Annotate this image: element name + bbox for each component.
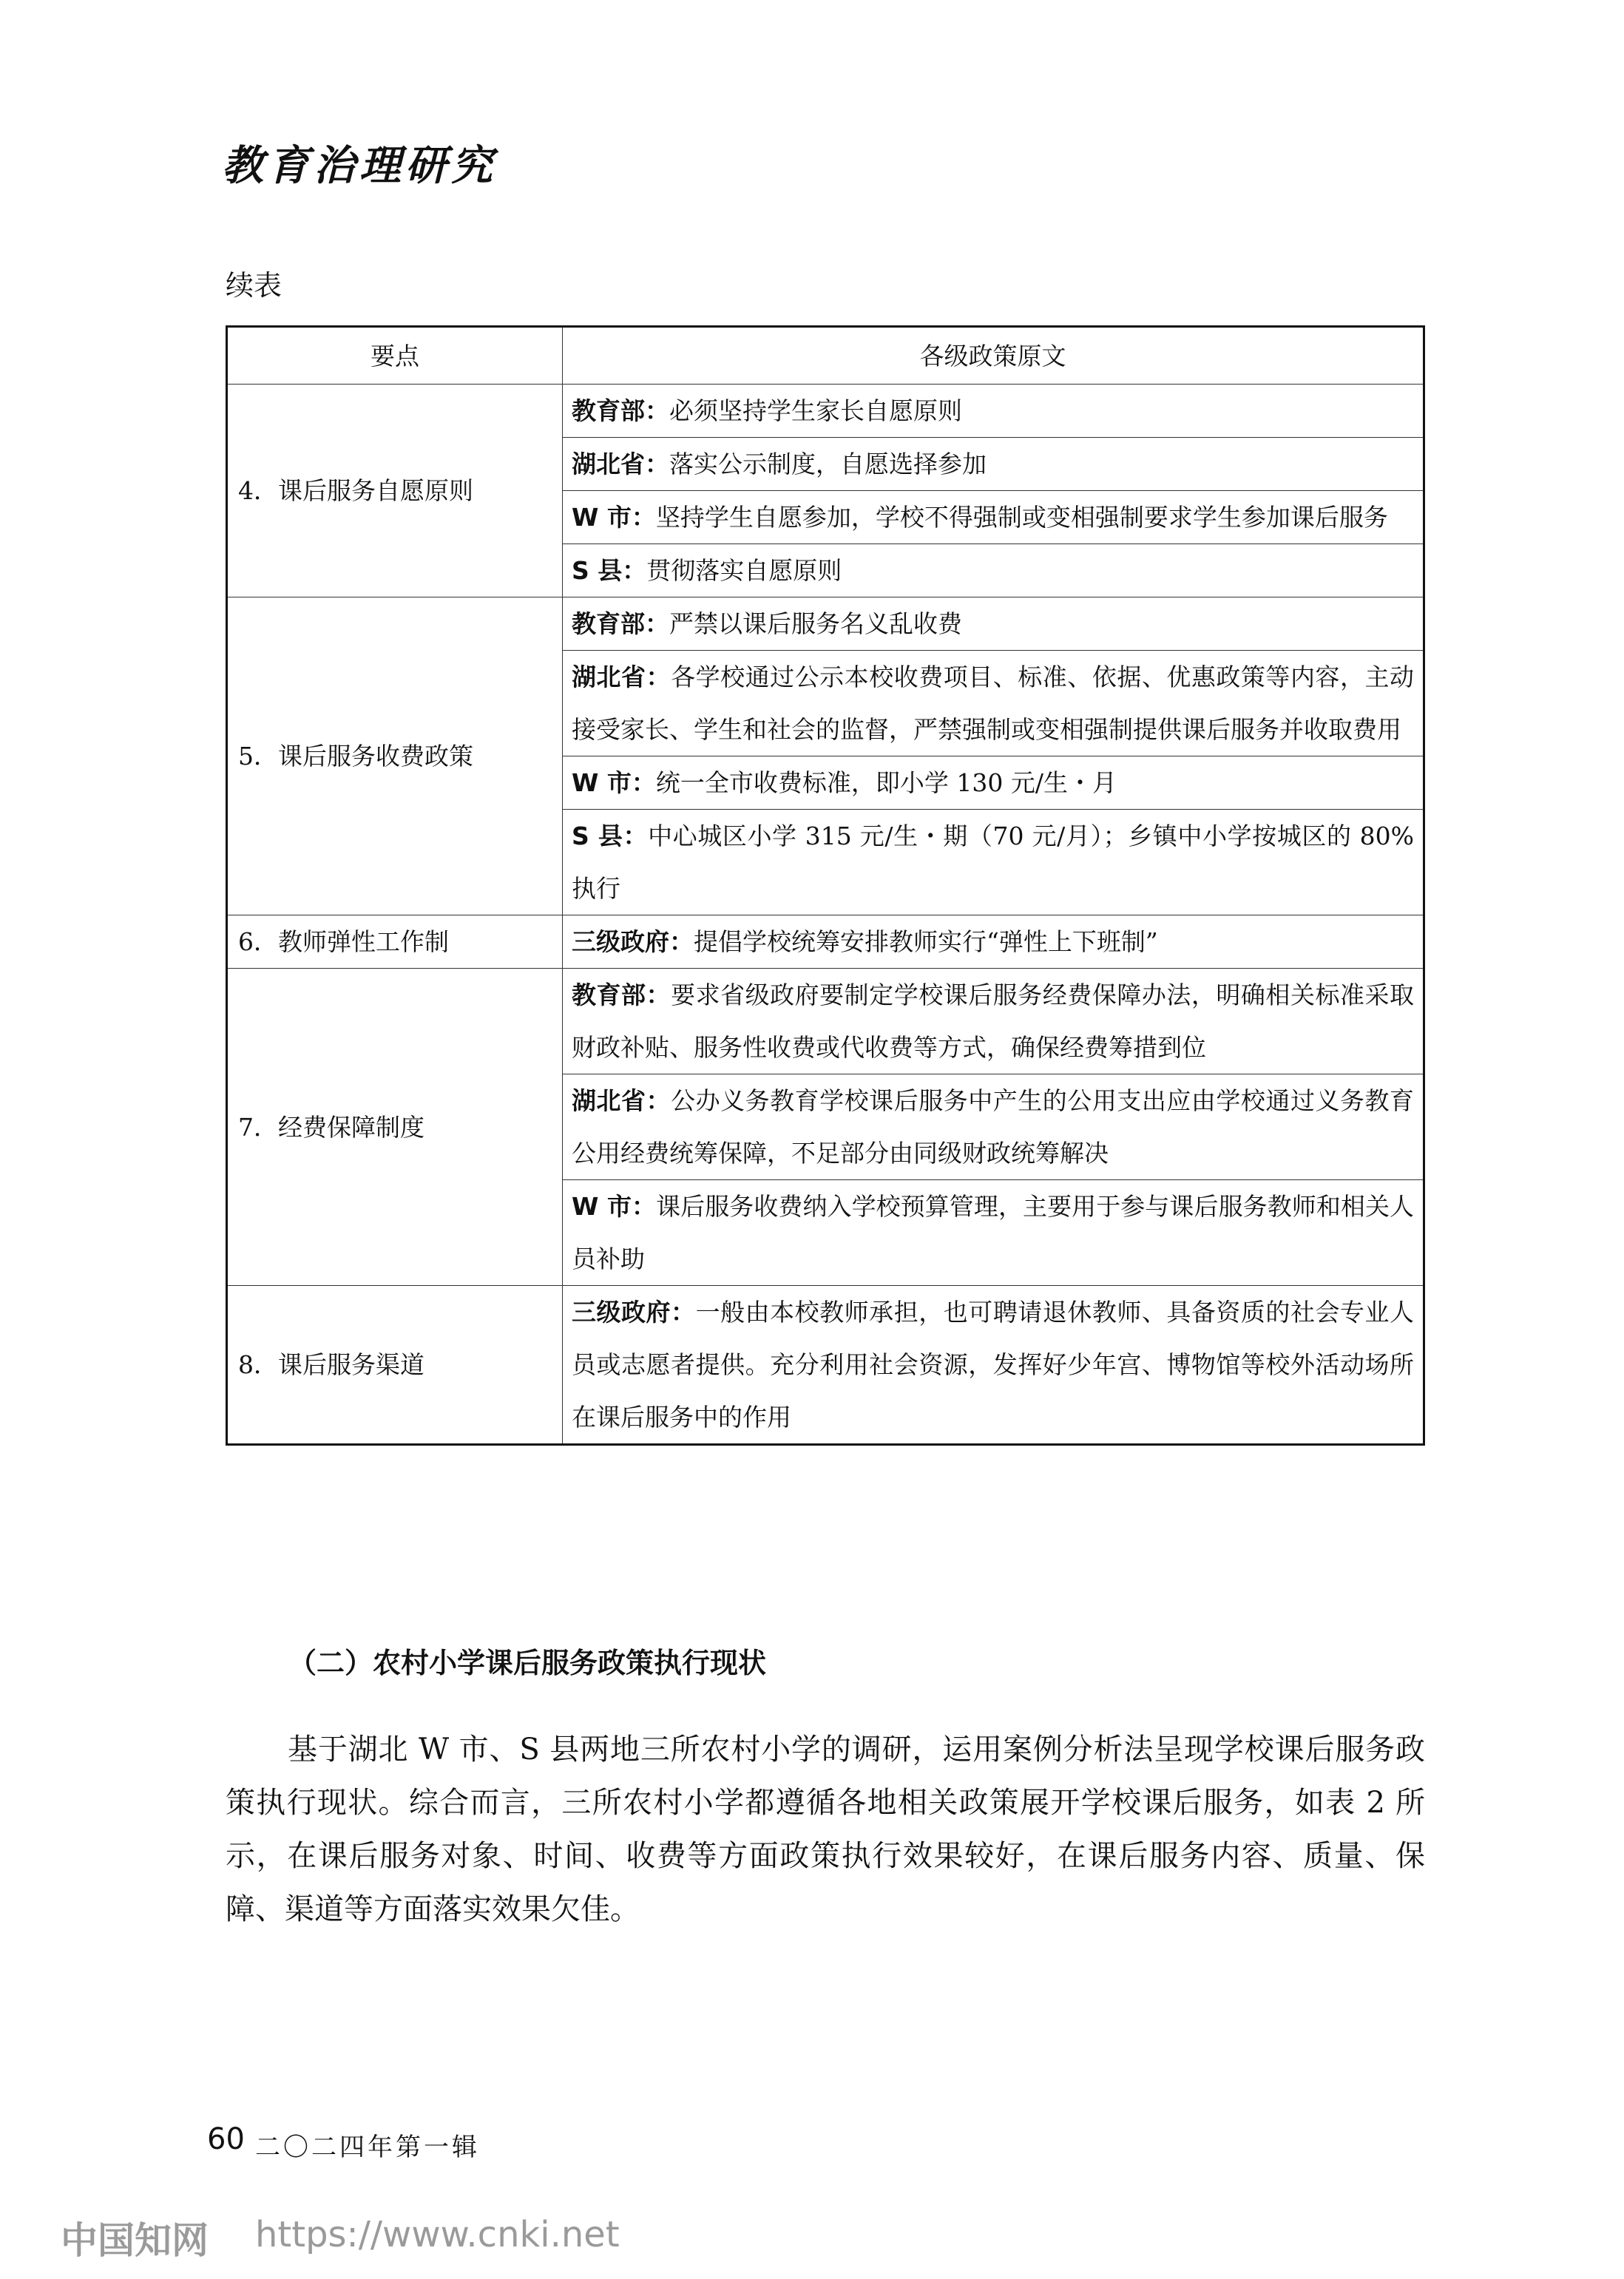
policy-level: 三级政府： xyxy=(572,1298,696,1327)
table-row xyxy=(227,597,1424,651)
policy-level: W 市： xyxy=(572,503,656,532)
point-cell: 5．课后服务收费政策 xyxy=(227,597,563,915)
policy-cell xyxy=(563,810,1424,915)
cnki-url-watermark: https://www.cnki.net xyxy=(255,2214,620,2255)
table-header-row xyxy=(227,327,1424,385)
point-cell: 4．课后服务自愿原则 xyxy=(227,385,563,597)
policy-cell xyxy=(563,491,1424,544)
policy-text: 统一全市收费标准，即小学 130 元/生・月 xyxy=(655,768,1117,797)
policy-text: 提倡学校统筹安排教师实行“弹性上下班制” xyxy=(694,927,1158,956)
policy-text: 落实公示制度，自愿选择参加 xyxy=(669,450,987,478)
table-row xyxy=(227,915,1424,969)
policy-cell xyxy=(563,544,1424,597)
policy-text: 一般由本校教师承担，也可聘请退休教师、具备资质的社会专业人员或志愿者提供。充分利用社会资源，发挥好少年宫、博物馆等校外活动场所在课后服务中的作用 xyxy=(572,1298,1415,1432)
policy-table xyxy=(226,325,1425,1446)
policy-text: 课后服务收费纳入学校预算管理，主要用于参与课后服务教师和相关人员补助 xyxy=(572,1192,1415,1273)
table-row xyxy=(227,385,1424,438)
policy-text: 公办义务教育学校课后服务中产生的公用支出应由学校通过义务教育公用经费统筹保障，不足部分由同级财政统筹解决 xyxy=(572,1086,1415,1168)
policy-level: 教育部： xyxy=(572,396,669,425)
policy-level: S 县： xyxy=(572,822,649,850)
point-cell: 6．教师弹性工作制 xyxy=(227,915,563,969)
table-row xyxy=(227,969,1424,1074)
policy-level: S 县： xyxy=(572,556,647,585)
policy-text: 严禁以课后服务名义乱收费 xyxy=(669,609,962,638)
policy-level: 湖北省： xyxy=(572,1086,671,1115)
policy-text: 要求省级政府要制定学校课后服务经费保障办法，明确相关标准采取财政补贴、服务性收费或代收费等方式，确保经费筹措到位 xyxy=(572,981,1415,1062)
body-paragraph: 基于湖北 W 市、S 县两地三所农村小学的调研，运用案例分析法呈现学校课后服务政策执行现状。综合而言，三所农村小学都遵循各地相关政策展开学校课后服务，如表 2 所示，在课后服务对象、时间、收费等方面政策执行效果较好，在课后服务内容、质量、保障、渠道等方面落实效果欠佳。 xyxy=(226,1733,1425,1926)
cnki-logo-watermark: 中国知网 xyxy=(61,2219,209,2262)
section-heading: （二）农村小学课后服务政策执行现状 xyxy=(288,1647,767,1679)
policy-cell xyxy=(563,651,1424,756)
issue-label: 二〇二四年第一辑 xyxy=(255,2133,480,2162)
column-header-policy: 各级政策原文 xyxy=(563,327,1424,385)
policy-level: 湖北省： xyxy=(572,663,671,691)
policy-text: 坚持学生自愿参加，学校不得强制或变相强制要求学生参加课后服务 xyxy=(655,503,1388,532)
policy-text: 贯彻落实自愿原则 xyxy=(646,556,842,585)
column-header-point: 要点 xyxy=(227,327,563,385)
table-caption: 续表 xyxy=(226,269,282,302)
policy-level: W 市： xyxy=(572,768,656,797)
point-cell: 7．经费保障制度 xyxy=(227,969,563,1286)
policy-cell xyxy=(563,1180,1424,1286)
policy-level: 湖北省： xyxy=(572,450,669,478)
policy-level: 三级政府： xyxy=(572,927,694,956)
point-cell: 8．课后服务渠道 xyxy=(227,1286,563,1445)
policy-cell xyxy=(563,385,1424,438)
policy-text: 中心城区小学 315 元/生・期（70 元/月）；乡镇中小学按城区的 80%执行 xyxy=(572,822,1414,903)
policy-level: W 市： xyxy=(572,1192,657,1221)
policy-level: 教育部： xyxy=(572,981,671,1009)
policy-cell xyxy=(563,756,1424,810)
table-row xyxy=(227,1286,1424,1445)
policy-cell xyxy=(563,969,1424,1074)
policy-cell xyxy=(563,438,1424,491)
policy-cell xyxy=(563,1286,1424,1445)
page-number: 60 xyxy=(207,2122,245,2156)
policy-cell xyxy=(563,597,1424,651)
policy-text: 各学校通过公示本校收费项目、标准、依据、优惠政策等内容，主动接受家长、学生和社会的监督，严禁强制或变相强制提供课后服务并收取费用 xyxy=(572,663,1415,744)
journal-title: 教育治理研究 xyxy=(222,141,497,190)
policy-cell xyxy=(563,1074,1424,1180)
policy-cell xyxy=(563,915,1424,969)
policy-text: 必须坚持学生家长自愿原则 xyxy=(669,396,962,425)
policy-level: 教育部： xyxy=(572,609,669,638)
